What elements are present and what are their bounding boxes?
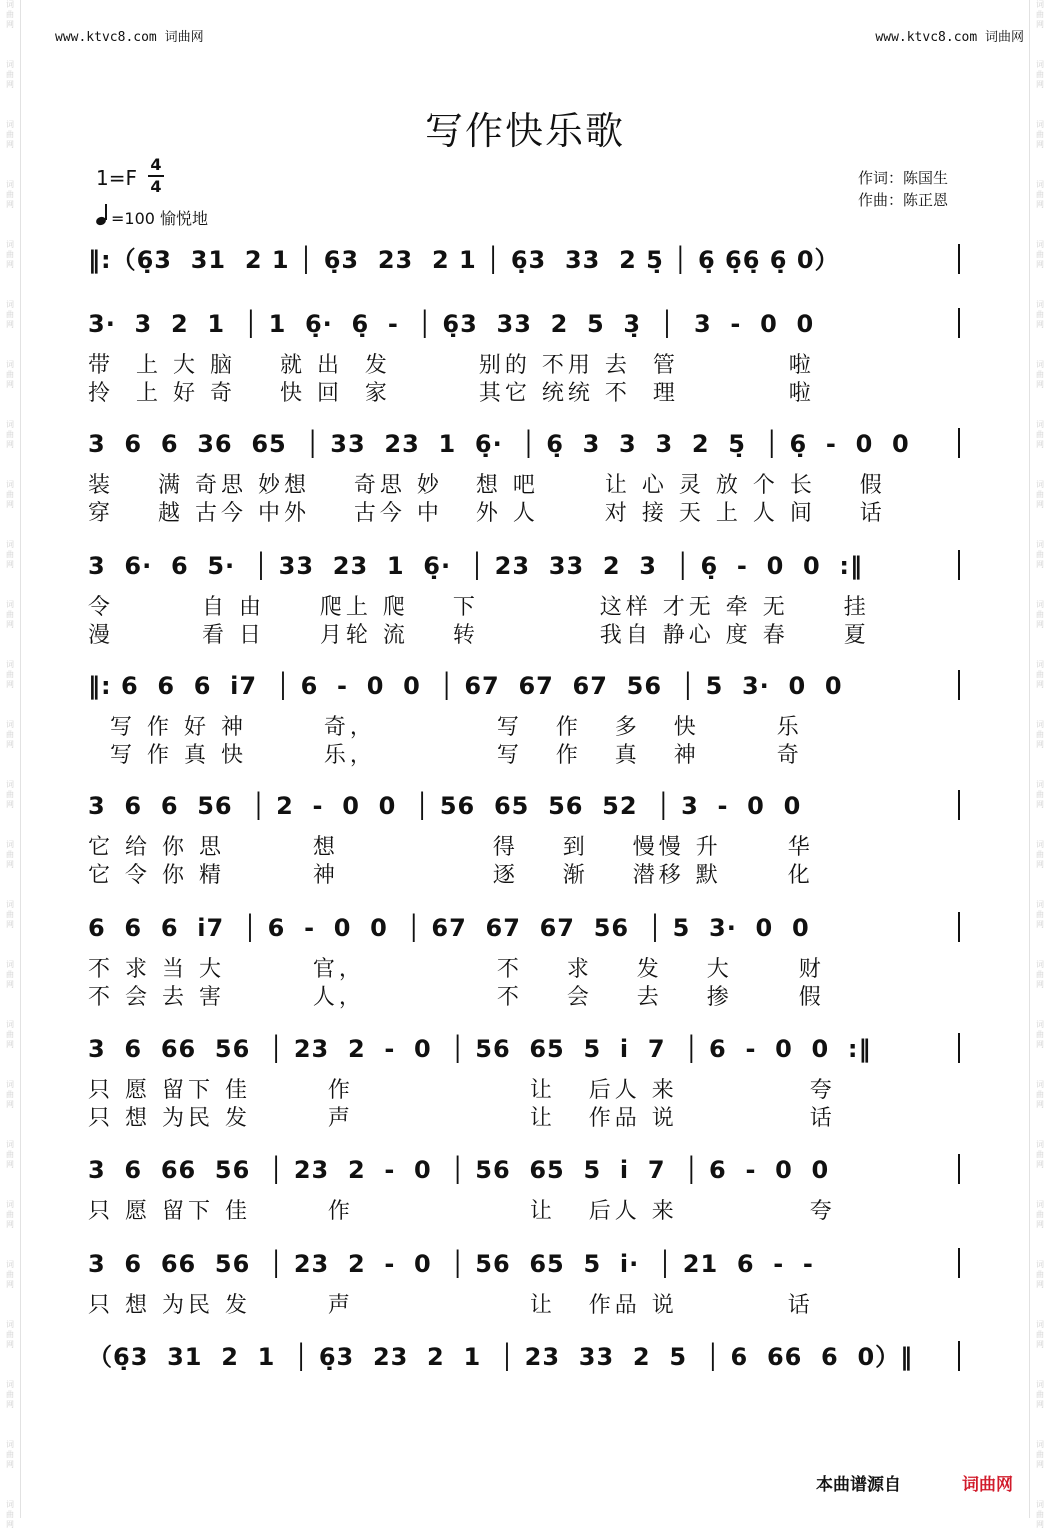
note-line: 3 6 66 56 │ 23 2 - 0 │ 56 65 5 i· │ 21 6 - - [88, 1250, 814, 1278]
score-system [88, 424, 968, 526]
watermark-glyph: 词 曲 网 [6, 1140, 14, 1169]
watermark-glyph: 词 曲 网 [1036, 540, 1044, 569]
watermark-glyph: 词 曲 网 [1036, 900, 1044, 929]
watermark-glyph: 词 曲 网 [6, 1440, 14, 1469]
source-site-link[interactable]: 词曲网 [962, 1475, 1013, 1495]
watermark-glyph: 词 曲 网 [6, 600, 14, 629]
score-system [88, 786, 968, 888]
end-barline [958, 912, 960, 942]
watermark-glyph: 词 曲 网 [6, 780, 14, 809]
end-barline [958, 1154, 960, 1184]
watermark-glyph: 词 曲 网 [1036, 1200, 1044, 1229]
watermark-glyph: 词 曲 网 [6, 420, 14, 449]
watermark-glyph: 词 曲 网 [6, 840, 14, 869]
note-line: （6̣3 31 2 1 │ 6̣3 23 2 1 │ 23 33 2 5 │ 6 66 6 0）‖ [88, 1343, 914, 1371]
watermark-glyph: 词 曲 网 [6, 180, 14, 209]
end-barline [958, 1341, 960, 1371]
watermark-glyph: 词 曲 网 [1036, 1260, 1044, 1289]
watermark-glyph: 词 曲 网 [6, 900, 14, 929]
end-barline [958, 1033, 960, 1063]
score-system [88, 666, 968, 768]
watermark-glyph: 词 曲 网 [6, 0, 14, 29]
watermark-glyph: 词 曲 网 [1036, 240, 1044, 269]
site-header-right[interactable]: www.ktvc8.com 词曲网 [875, 30, 1024, 45]
watermark-glyph: 词 曲 网 [1036, 480, 1044, 509]
right-watermark [1030, 0, 1050, 1529]
watermark-glyph: 词 曲 网 [6, 660, 14, 689]
watermark-glyph: 词 曲 网 [1036, 300, 1044, 329]
source-label: 本曲谱源自 [816, 1475, 901, 1495]
lyric-line: 只 愿 留下 佳 作 让 后人 来 夸 [88, 1078, 836, 1103]
song-title: 写作快乐歌 [424, 109, 625, 153]
watermark-glyph: 词 曲 网 [6, 960, 14, 989]
note-line: 3 6 66 56 │ 23 2 - 0 │ 56 65 5 i 7 │ 6 - 0 0 :‖ [88, 1035, 872, 1063]
watermark-glyph: 词 曲 网 [1036, 1140, 1044, 1169]
watermark-glyph: 词 曲 网 [1036, 120, 1044, 149]
score-system [88, 1244, 968, 1318]
lyric-line: 它 令 你 精 神 逐 渐 潜移 默 化 [88, 863, 814, 888]
watermark-glyph: 词 曲 网 [6, 360, 14, 389]
lyric-line: 漫 看 日 月轮 流 转 我自 静心 度 春 夏 [88, 623, 870, 648]
watermark-glyph: 词 曲 网 [6, 1080, 14, 1109]
watermark-glyph: 词 曲 网 [1036, 960, 1044, 989]
watermark-glyph: 词 曲 网 [6, 1260, 14, 1289]
note-stem-icon [105, 204, 107, 220]
watermark-glyph: 词 曲 网 [1036, 420, 1044, 449]
site-header-left[interactable]: www.ktvc8.com 词曲网 [55, 30, 204, 45]
key-signature: 1=F [96, 166, 137, 190]
lyric-line: 它 给 你 思 想 得 到 慢慢 升 华 [88, 835, 814, 860]
watermark-glyph: 词 曲 网 [6, 300, 14, 329]
time-signature [148, 156, 164, 196]
end-barline [958, 428, 960, 458]
watermark-glyph: 词 曲 网 [6, 1380, 14, 1409]
score-system [88, 1150, 968, 1224]
watermark-glyph: 词 曲 网 [6, 1020, 14, 1049]
watermark-glyph: 词 曲 网 [1036, 60, 1044, 89]
lyric-line: 不 会 去 害 人， 不 会 去 掺 假 [88, 985, 825, 1010]
left-watermark [0, 0, 20, 1529]
end-barline [958, 790, 960, 820]
watermark-glyph: 词 曲 网 [6, 1500, 14, 1529]
composer: 作曲：陈正恩 [858, 191, 949, 209]
score-system [88, 1029, 968, 1131]
note-line: ‖: 6 6 6 i7 │ 6 - 0 0 │ 67 67 67 56 │ 5 3· 0 0 [88, 672, 843, 700]
note-line: 3 6 6 36 65 │ 33 23 1 6̣· │ 6̣ 3 3 3 2 5̣ │ 6̣ - 0 0 [88, 430, 910, 458]
lyric-line: 只 想 为民 发 声 让 作品 说 话 [88, 1106, 836, 1131]
watermark-glyph: 词 曲 网 [1036, 1440, 1044, 1469]
lyric-line: 令 自 由 爬上 爬 下 这样 才无 牵 无 挂 [88, 595, 870, 620]
watermark-glyph: 词 曲 网 [6, 240, 14, 269]
watermark-glyph: 词 曲 网 [6, 540, 14, 569]
time-signature-top: 4 [150, 155, 162, 174]
watermark-glyph: 词 曲 网 [1036, 1320, 1044, 1349]
score-system [88, 304, 968, 406]
lyric-line: 拎 上 好 奇 快 回 家 其它 统统 不 理 啦 [88, 381, 815, 406]
tempo-text: =100 愉悦地 [111, 209, 209, 228]
lyric-line: 只 愿 留下 佳 作 让 后人 来 夸 [88, 1199, 836, 1224]
end-barline [958, 1248, 960, 1278]
lyric-line: 只 想 为民 发 声 让 作品 说 话 [88, 1293, 814, 1318]
note-line: ‖:（6̣3 31 2 1 │ 6̣3 23 2 1 │ 6̣3 33 2 5̣ │ 6̣ 6̣6̣ 6̣ 0） [88, 246, 840, 274]
tempo-marking [96, 206, 208, 229]
score-system [88, 908, 968, 1010]
note-line: 3 6 6 56 │ 2 - 0 0 │ 56 65 56 52 │ 3 - 0 0 [88, 792, 802, 820]
time-signature-bottom: 4 [150, 177, 162, 196]
watermark-glyph: 词 曲 网 [1036, 1020, 1044, 1049]
watermark-glyph: 词 曲 网 [1036, 780, 1044, 809]
end-barline [958, 550, 960, 580]
note-line: 6 6 6 i7 │ 6 - 0 0 │ 67 67 67 56 │ 5 3· 0 0 [88, 914, 810, 942]
watermark-glyph: 词 曲 网 [1036, 1500, 1044, 1529]
lyric-line: 带 上 大 脑 就 出 发 别的 不用 去 管 啦 [88, 353, 815, 378]
watermark-glyph: 词 曲 网 [6, 480, 14, 509]
lyric-line: 写 作 好 神 奇， 写 作 多 快 乐 [88, 715, 803, 740]
lyric-line: 写 作 真 快 乐， 写 作 真 神 奇 [88, 743, 803, 768]
note-line: 3 6· 6 5· │ 33 23 1 6̣· │ 23 33 2 3 │ 6̣ - 0 0 :‖ [88, 552, 863, 580]
credits [858, 167, 948, 211]
watermark-glyph: 词 曲 网 [1036, 660, 1044, 689]
score-system [88, 240, 968, 300]
end-barline [958, 670, 960, 700]
lyricist: 作词：陈国生 [858, 169, 949, 187]
lyric-line: 装 满 奇思 妙想 奇思 妙 想 吧 让 心 灵 放 个 长 假 [88, 473, 886, 498]
watermark-glyph: 词 曲 网 [1036, 1080, 1044, 1109]
note-line: 3· 3 2 1 │ 1 6̣· 6̣ - │ 6̣3 33 2 5 3̣ │ 3 - 0 0 [88, 310, 815, 338]
watermark-glyph: 词 曲 网 [1036, 1380, 1044, 1409]
lyric-line: 不 求 当 大 官， 不 求 发 大 财 [88, 957, 825, 982]
watermark-glyph: 词 曲 网 [1036, 840, 1044, 869]
watermark-glyph: 词 曲 网 [1036, 180, 1044, 209]
end-barline [958, 244, 960, 274]
end-barline [958, 308, 960, 338]
watermark-glyph: 词 曲 网 [6, 60, 14, 89]
note-line: 3 6 66 56 │ 23 2 - 0 │ 56 65 5 i 7 │ 6 - 0 0 [88, 1156, 830, 1184]
score-system [88, 546, 968, 648]
watermark-glyph: 词 曲 网 [6, 120, 14, 149]
watermark-glyph: 词 曲 网 [1036, 0, 1044, 29]
watermark-glyph: 词 曲 网 [1036, 360, 1044, 389]
score-system [88, 1337, 968, 1397]
watermark-glyph: 词 曲 网 [6, 1320, 14, 1349]
lyric-line: 穿 越 古今 中外 古今 中 外 人 对 接 天 上 人 间 话 [88, 501, 886, 526]
watermark-glyph: 词 曲 网 [1036, 600, 1044, 629]
watermark-glyph: 词 曲 网 [1036, 720, 1044, 749]
watermark-glyph: 词 曲 网 [6, 1200, 14, 1229]
watermark-glyph: 词 曲 网 [6, 720, 14, 749]
